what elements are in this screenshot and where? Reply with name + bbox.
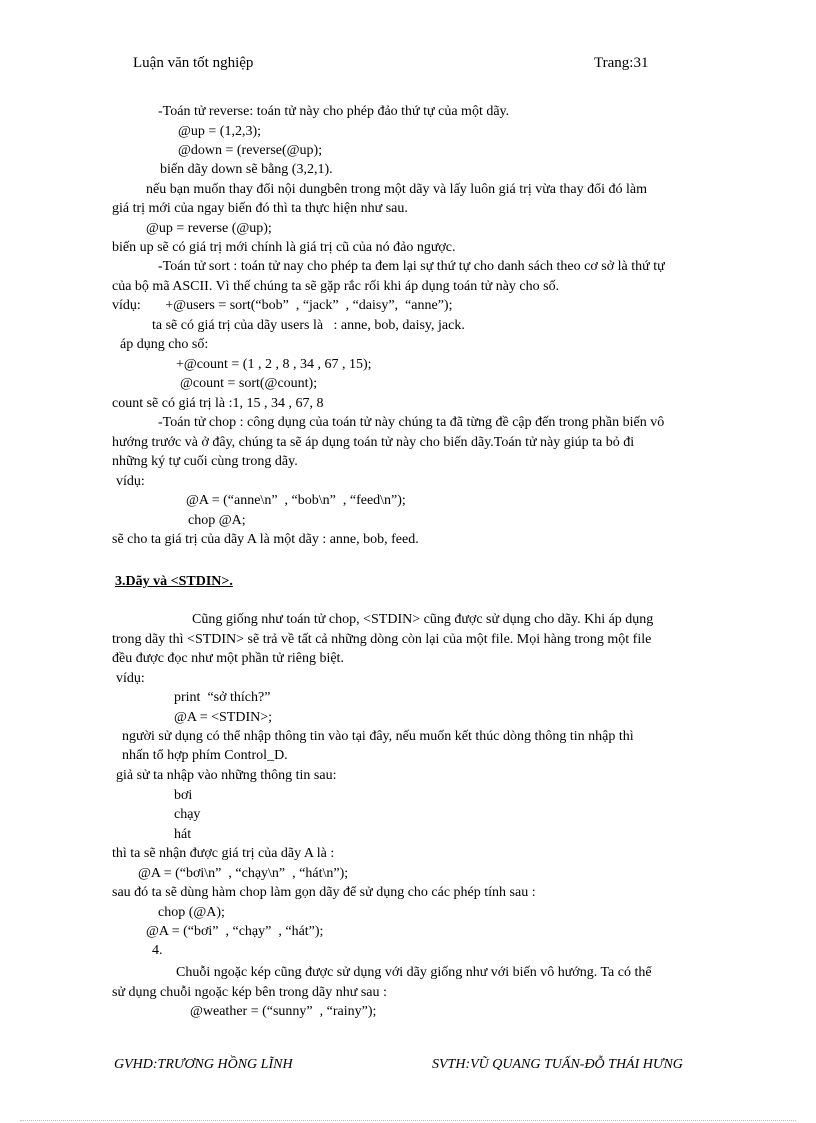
code-line: print “sở thích?” — [174, 690, 271, 705]
code-line: vídụ: +@users = sort(“bob” , “jack” , “daisy”, “anne”); — [112, 298, 453, 313]
code-line: @up = reverse (@up); — [146, 221, 272, 236]
section-heading: 3.Dãy và <STDIN>. — [115, 574, 233, 589]
text-line: sẽ cho ta giá trị của dãy A là một dãy : anne, bob, feed. — [112, 532, 419, 547]
code-line: @count = sort(@count); — [180, 376, 318, 391]
text-line: hướng trước và ở đây, chúng ta sẽ áp dụng toán tử này cho biến dãy.Toán tử này giúp ta bỏ đi — [112, 435, 635, 450]
text-line: bơi — [174, 788, 193, 803]
text-line: vídụ: — [116, 671, 145, 686]
page-bottom-divider — [20, 1120, 796, 1121]
page-header-title: Luận văn tốt nghiệp — [133, 55, 254, 71]
text-line: nhấn tổ hợp phím Control_D. — [122, 748, 288, 763]
code-line: @A = (“bơi\n” , “chạy\n” , “hát\n”); — [138, 866, 349, 881]
text-line: của bộ mã ASCII. Vì thế chúng ta sẽ gặp rắc rối khi áp dụng toán tử này cho số. — [112, 279, 560, 294]
code-line: +@count = (1 , 2 , 8 , 34 , 67 , 15); — [176, 357, 372, 372]
text-line: đều được đọc như một phần tử riêng biệt. — [112, 651, 344, 666]
text-line: thì ta sẽ nhận được giá trị của dãy A là : — [112, 846, 335, 861]
code-line: chop @A; — [188, 513, 246, 528]
text-line: count sẽ có giá trị là :1, 15 , 34 , 67, 8 — [112, 396, 324, 411]
text-line: biến dãy down sẽ bằng (3,2,1). — [160, 162, 333, 177]
code-line: chop (@A); — [158, 905, 225, 920]
page-number: Trang:31 — [594, 55, 649, 71]
text-line: biến up sẽ có giá trị mới chính là giá trị cũ của nó đảo ngược. — [112, 240, 456, 255]
code-line: @A = (“anne\n” , “bob\n” , “feed\n”); — [186, 493, 406, 508]
text-line: Chuỗi ngoặc kép cũng được sử dụng với dãy giống như với biến vô hướng. Ta có thể — [176, 965, 652, 980]
list-number: 4. — [152, 943, 163, 958]
text-line: chạy — [174, 807, 201, 822]
text-line: người sử dụng có thể nhập thông tin vào tại đây, nếu muốn kết thúc dòng thông tin nhập thì — [122, 729, 634, 744]
code-line: @A = (“bơi” , “chạy” , “hát”); — [146, 924, 324, 939]
code-line: @A = <STDIN>; — [174, 710, 273, 725]
code-line: @down = (reverse(@up); — [178, 143, 323, 158]
text-line: áp dụng cho số: — [120, 337, 209, 352]
text-line: trong dãy thì <STDIN> sẽ trả về tất cả những dòng còn lại của một file. Mọi hàng trong một file — [112, 632, 652, 647]
text-line: hát — [174, 827, 192, 842]
text-line: -Toán tử sort : toán tử nay cho phép ta đem lại sự thứ tự cho danh sách theo cơ sở là thứ tự — [158, 259, 665, 274]
text-line: sau đó ta sẽ dùng hàm chop làm gọn dãy để sử dụng cho các phép tính sau : — [112, 885, 536, 900]
text-line: giả sử ta nhập vào những thông tin sau: — [116, 768, 337, 783]
text-line: vídụ: — [116, 474, 145, 489]
text-line: nếu bạn muốn thay đổi nội dungbên trong một dãy và lấy luôn giá trị vừa thay đổi đó làm — [146, 182, 647, 197]
code-line: @up = (1,2,3); — [178, 124, 262, 139]
code-line: @weather = (“sunny” , “rainy”); — [190, 1004, 377, 1019]
text-line: những ký tự cuối cùng trong dãy. — [112, 454, 298, 469]
footer-students: SVTH:VŨ QUANG TUẤN-ĐỖ THÁI HƯNG — [432, 1057, 683, 1072]
text-line: giá trị mới của ngay biến đó thì ta thực hiện như sau. — [112, 201, 408, 216]
text-line: Cũng giống như toán tử chop, <STDIN> cũng được sử dụng cho dãy. Khi áp dụng — [192, 612, 654, 627]
text-line: sử dụng chuỗi ngoặc kép bên trong dãy như sau : — [112, 985, 387, 1000]
text-line: -Toán tử reverse: toán tử này cho phép đảo thứ tự của một dãy. — [158, 104, 510, 119]
text-line: -Toán tử chop : công dụng của toán tử này chúng ta đã từng đề cập đến trong phần biến vô — [158, 415, 665, 430]
text-line: ta sẽ có giá trị của dãy users là : anne, bob, daisy, jack. — [152, 318, 465, 333]
footer-advisor: GVHD:TRƯƠNG HỒNG LĨNH — [114, 1057, 293, 1072]
